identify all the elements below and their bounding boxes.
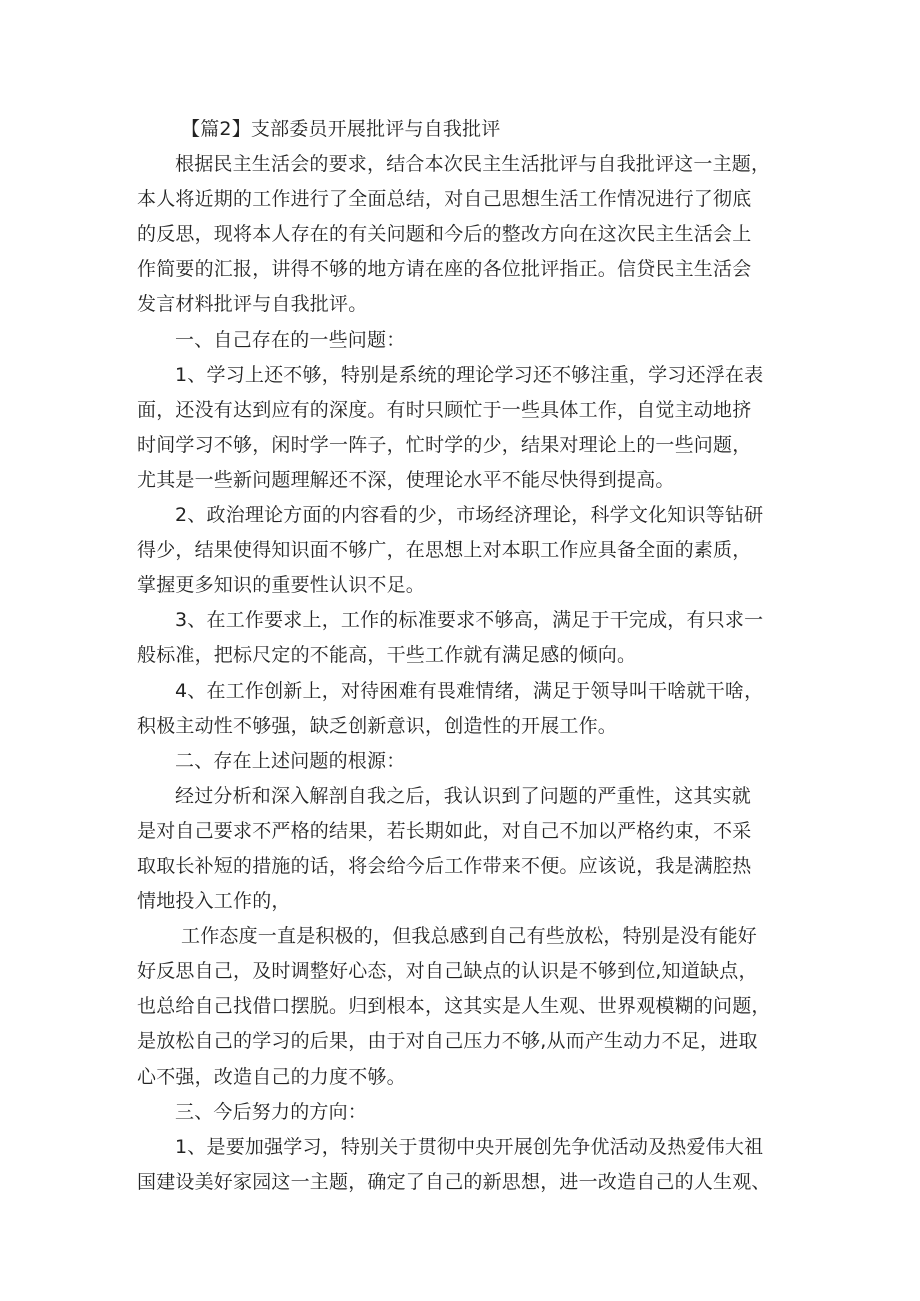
paragraph-line: 1、学习上还不够，特别是系统的理论学习还不够注重，学习还浮在表 xyxy=(175,363,764,386)
paragraph-line: 2、政治理论方面的内容看的少，市场经济理论，科学文化知识等钻研 xyxy=(175,504,764,527)
section-heading: 一、自己存在的一些问题： xyxy=(175,328,406,351)
paragraph-line: 是放松自己的学习的后果，由于对自己压力不够,从而产生动力不足，进取 xyxy=(137,1030,758,1053)
paragraph-line: 般标准，把标尺定的不能高，干些工作就有满足感的倾向。 xyxy=(137,644,637,667)
paragraph-line: 也总给自己找借口摆脱。归到根本，这其实是人生观、世界观模糊的问题， xyxy=(137,995,771,1018)
section-heading: 二、存在上述问题的根源： xyxy=(175,749,406,772)
paragraph-line: 尤其是一些新问题理解还不深，使理论水平不能尽快得到提高。 xyxy=(137,468,675,491)
paragraph-line: 发言材料批评与自我批评。 xyxy=(137,293,368,316)
paragraph-line: 国建设美好家园这一主题，确定了自己的新思想，进一改造自己的人生观、 xyxy=(137,1170,771,1193)
paragraph-line: 时间学习不够，闲时学一阵子，忙时学的少，结果对理论上的一些问题， xyxy=(137,433,752,456)
paragraph-line: 好反思自己，及时调整好心态，对自己缺点的认识是不够到位,知道缺点， xyxy=(137,960,758,983)
paragraph-line: 1、是要加强学习，特别关于贯彻中央开展创先争优活动及热爱伟大祖 xyxy=(175,1135,764,1158)
document-body xyxy=(137,112,797,1200)
paragraph-line: 是对自己要求不严格的结果，若长期如此，对自己不加以严格约束，不采 xyxy=(137,819,752,842)
paragraph-line: 经过分析和深入解剖自我之后，我认识到了问题的严重性，这其实就 xyxy=(175,784,752,807)
paragraph-line: 积极主动性不够强，缺乏创新意识，创造性的开展工作。 xyxy=(137,714,618,737)
paragraph-line: 作简要的汇报，讲得不够的地方请在座的各位批评指正。信贷民主生活会 xyxy=(137,258,752,281)
paragraph-line: 掌握更多知识的重要性认识不足。 xyxy=(137,574,426,597)
paragraph-line: 工作态度一直是积极的，但我总感到自己有些放松，特别是没有能好 xyxy=(181,925,758,948)
document-title: 【篇2】支部委员开展批评与自我批评 xyxy=(181,118,501,140)
paragraph-line: 情地投入工作的， xyxy=(137,890,291,913)
paragraph-line: 心不强，改造自己的力度不够。 xyxy=(137,1065,406,1088)
paragraph-line: 面，还没有达到应有的深度。有时只顾忙于一些具体工作，自觉主动地挤 xyxy=(137,398,752,421)
paragraph-line: 本人将近期的工作进行了全面总结，对自己思想生活工作情况进行了彻底 xyxy=(137,188,752,211)
section-heading: 三、今后努力的方向： xyxy=(175,1100,368,1123)
paragraph-line: 取取长补短的措施的话，将会给今后工作带来不便。应该说，我是满腔热 xyxy=(137,854,752,877)
paragraph-line: 根据民主生活会的要求，结合本次民主生活批评与自我批评这一主题， xyxy=(175,153,771,176)
paragraph-line: 得少，结果使得知识面不够广，在思想上对本职工作应具备全面的素质， xyxy=(137,539,752,562)
paragraph-line: 4、在工作创新上，对待困难有畏难情绪，满足于领导叫干啥就干啥， xyxy=(175,679,764,702)
paragraph-line: 的反思，现将本人存在的有关问题和今后的整改方向在这次民主生活会上 xyxy=(137,223,752,246)
paragraph-line: 3、在工作要求上，工作的标准要求不够高，满足于干完成，有只求一 xyxy=(175,609,764,632)
